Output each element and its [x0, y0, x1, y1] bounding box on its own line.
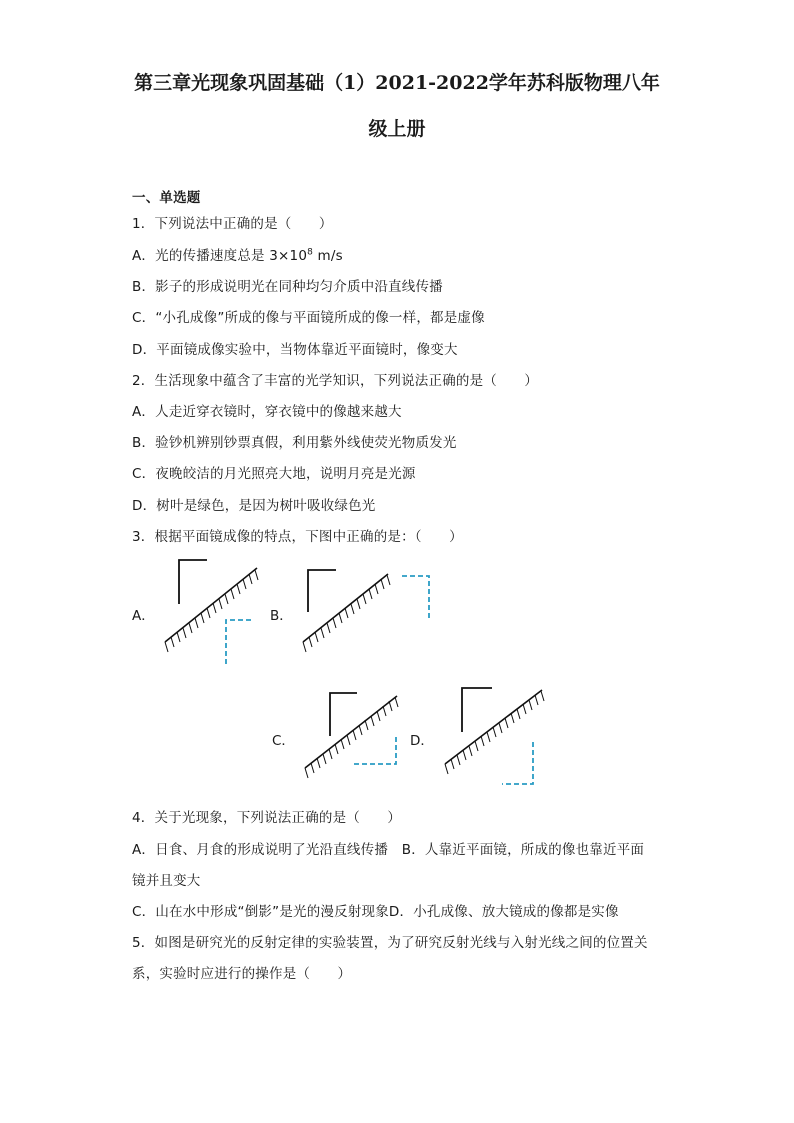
q1-option-a-text: A．光的传播速度总是 3×10 [132, 248, 308, 264]
image-d [502, 742, 533, 784]
q1-stem: 1．下列说法中正确的是（ ） [132, 216, 333, 232]
q2-option-a: A．人走近穿衣镜时，穿衣镜中的像越来越大 [132, 404, 402, 420]
q3-figure-d [440, 684, 550, 788]
q1-option-a-exponent: 8 [307, 247, 314, 258]
doc-title-line2: 级上册 [368, 118, 426, 140]
mirror-c [305, 696, 398, 778]
q4-stem: 4．关于光现象，下列说法正确的是（ ） [132, 810, 402, 826]
q1-option-b: B．影子的形成说明光在同种均匀介质中沿直线传播 [132, 279, 443, 295]
q4-options-ab-line2: 镜并且变大 [132, 873, 201, 889]
image-c [354, 736, 396, 764]
q3-label-b: B． [270, 608, 293, 624]
doc-title-line1: 第三章光现象巩固基础（1）2021-2022学年苏科版物理八年 [134, 72, 660, 94]
section-heading: 一、单选题 [132, 190, 201, 206]
image-a [226, 620, 254, 664]
q5-stem-line2: 系，实验时应进行的操作是（ ） [132, 966, 352, 982]
q3-figure-c [300, 688, 410, 784]
q1-option-a [132, 244, 343, 264]
q3-figure-a [160, 556, 270, 668]
q2-option-b: B．验钞机辨别钞票真假，利用紫外线使荧光物质发光 [132, 435, 457, 451]
q3-label-c: C． [272, 733, 295, 749]
object-b [308, 570, 336, 612]
q1-option-d: D．平面镜成像实验中，当物体靠近平面镜时，像变大 [132, 342, 458, 358]
q3-figure-b [298, 566, 438, 658]
q3-stem: 3．根据平面镜成像的特点，下图中正确的是：（ ） [132, 529, 463, 545]
q1-option-a-unit: m/s [313, 248, 343, 264]
q1-option-c: C．“小孔成像”所成的像与平面镜所成的像一样，都是虚像 [132, 310, 485, 326]
q3-label-a: A． [132, 608, 155, 624]
image-b [402, 576, 429, 620]
q4-options-ab-line1: A．日食、月食的形成说明了光沿直线传播 B．人靠近平面镜，所成的像也靠近平面 [132, 842, 645, 858]
q2-option-c: C．夜晚皎洁的月光照亮大地，说明月亮是光源 [132, 466, 416, 482]
object-d [462, 688, 492, 732]
q4-options-cd: C．山在水中形成“倒影”是光的漫反射现象D．小孔成像、放大镜成的像都是实像 [132, 904, 619, 920]
mirror-b [303, 574, 390, 652]
object-a [179, 560, 207, 604]
mirror-d [445, 690, 544, 774]
q3-label-d: D． [410, 733, 434, 749]
q2-stem: 2．生活现象中蕴含了丰富的光学知识，下列说法正确的是（ ） [132, 373, 539, 389]
q5-stem-line1: 5．如图是研究光的反射定律的实验装置，为了研究反射光线与入射光线之间的位置关 [132, 935, 648, 951]
q2-option-d: D．树叶是绿色，是因为树叶吸收绿色光 [132, 498, 376, 514]
